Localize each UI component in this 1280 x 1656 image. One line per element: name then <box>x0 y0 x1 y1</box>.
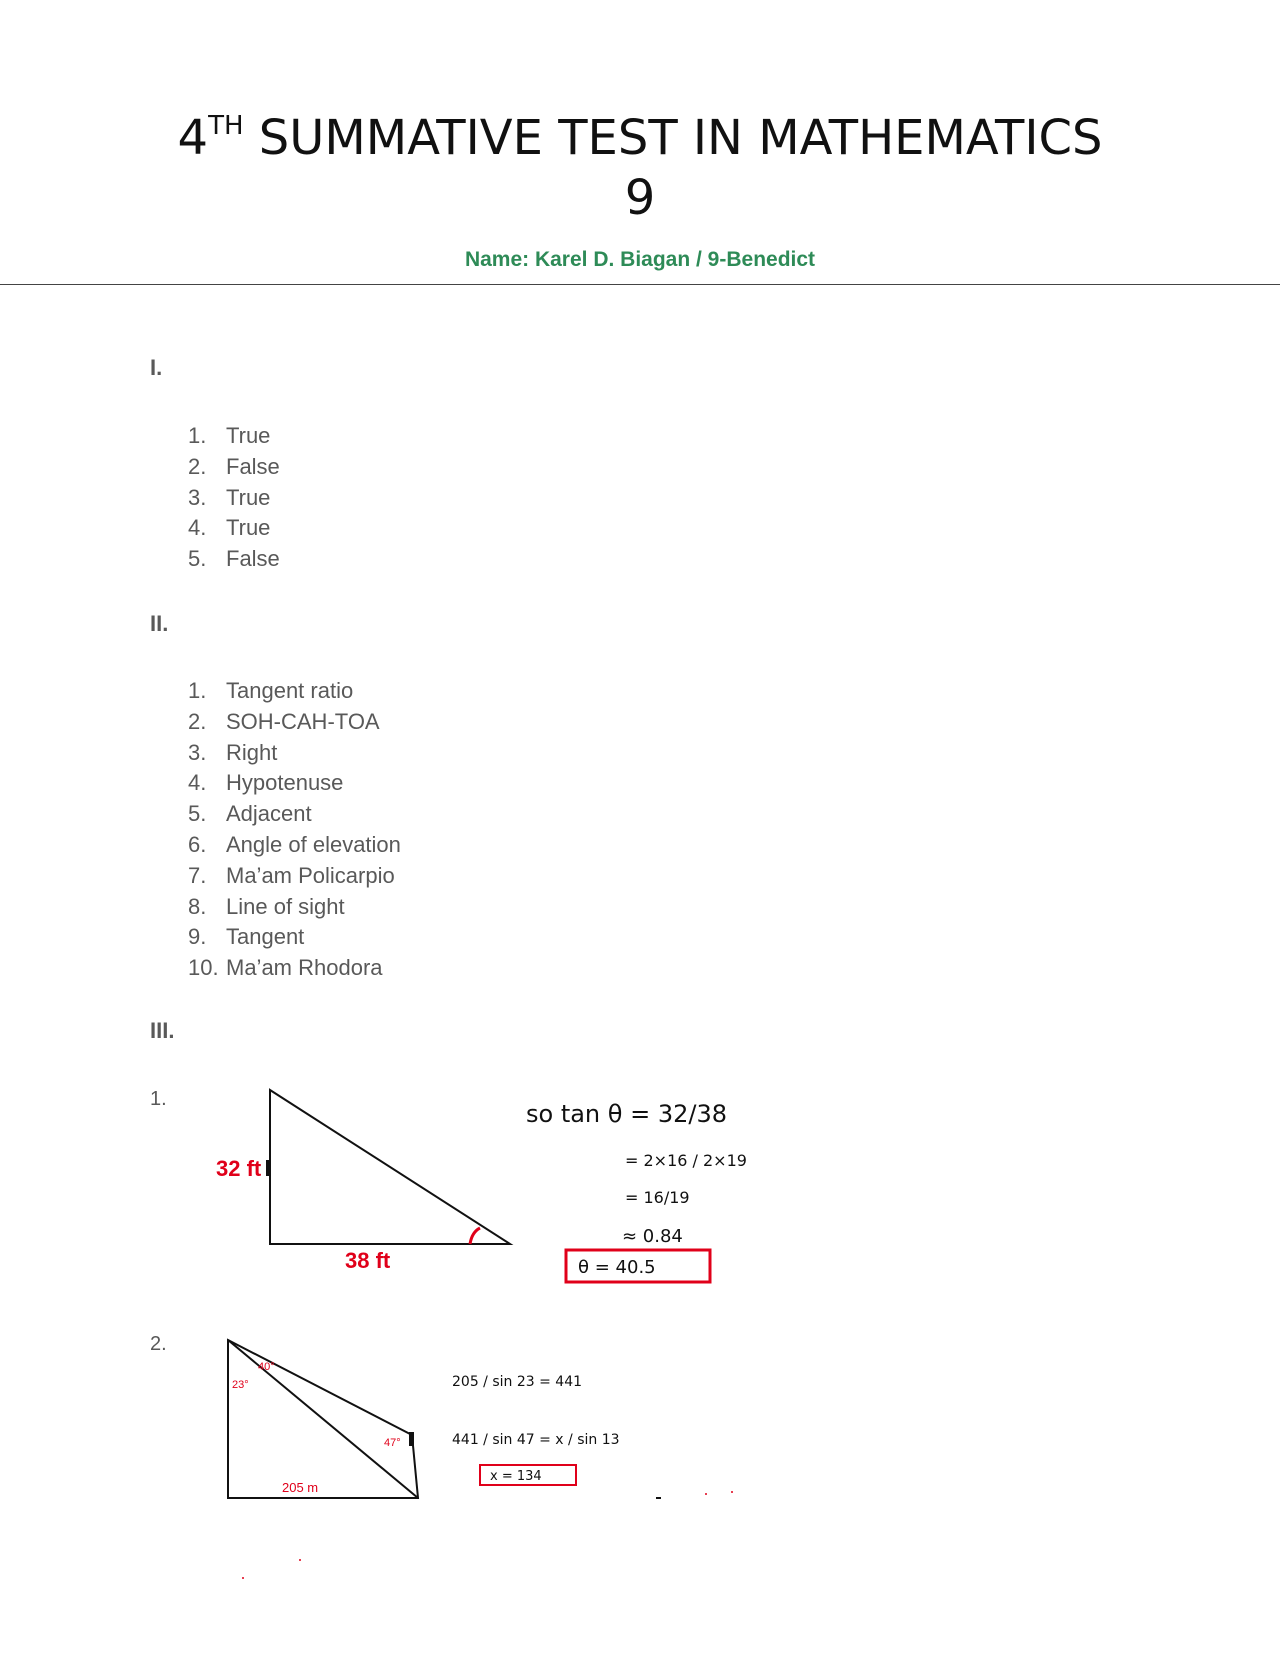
list-item: 6. Angle of elevation <box>188 831 401 857</box>
base-label: 205 m <box>282 1480 319 1495</box>
list-item: 1. Tangent ratio <box>188 678 354 703</box>
angle-label: 23° <box>232 1379 249 1391</box>
problem-1-number: 1. <box>150 1088 167 1110</box>
list-item: 3. True <box>188 484 271 510</box>
list-item: 1. True <box>188 423 271 448</box>
stray-mark <box>299 1559 301 1561</box>
list-item: 4. True <box>188 515 271 541</box>
work-line: ≈ 0.84 <box>622 1226 683 1247</box>
section-2-heading: II. <box>150 611 169 636</box>
student-name: Name: Karel D. Biagan / 9-Benedict <box>464 248 816 271</box>
tick-mark <box>266 1160 271 1176</box>
triangle-1 <box>270 1090 510 1244</box>
section-1-heading: I. <box>150 355 163 380</box>
list-item: 9. Tangent <box>188 924 305 950</box>
tick-mark <box>409 1432 414 1446</box>
work-line: = 2×16 / 2×19 <box>625 1151 747 1170</box>
angle-label: 40° <box>258 1361 275 1373</box>
list-item: 2. SOH-CAH-TOA <box>188 708 380 734</box>
work-line: = 16/19 <box>625 1188 690 1207</box>
answer-1: θ = 40.5 <box>578 1257 656 1278</box>
stray-mark <box>705 1493 707 1495</box>
side-label: 32 ft <box>216 1156 262 1181</box>
section-3-heading: III. <box>150 1018 175 1043</box>
list-item: 2. False <box>188 453 280 479</box>
problem-2-number: 2. <box>150 1333 167 1355</box>
list-item: 4. Hypotenuse <box>188 770 344 796</box>
stray-mark <box>731 1491 733 1493</box>
answer-2: x = 134 <box>490 1469 542 1484</box>
angle-label: 47° <box>384 1437 401 1449</box>
list-item: 10. Ma’am Rhodora <box>188 955 383 981</box>
work-line: 205 / sin 23 = 441 <box>452 1374 583 1390</box>
page-title: 4TH SUMMATIVE TEST IN MATHEMATICS 9 <box>177 110 1103 226</box>
diagonal <box>228 1340 418 1498</box>
work-line: 441 / sin 47 = x / sin 13 <box>452 1432 620 1448</box>
list-item: 8. Line of sight <box>188 893 345 919</box>
list-item: 5. Adjacent <box>188 801 312 827</box>
list-item: 5. False <box>188 546 280 572</box>
angle-mark <box>470 1228 480 1244</box>
stray-mark <box>242 1577 244 1579</box>
stray-mark <box>656 1497 661 1499</box>
list-item: 3. Right <box>188 739 278 765</box>
base-label: 38 ft <box>345 1248 391 1273</box>
list-item: 7. Ma’am Policarpio <box>188 862 395 888</box>
work-line: so tan θ = 32/38 <box>526 1100 727 1128</box>
